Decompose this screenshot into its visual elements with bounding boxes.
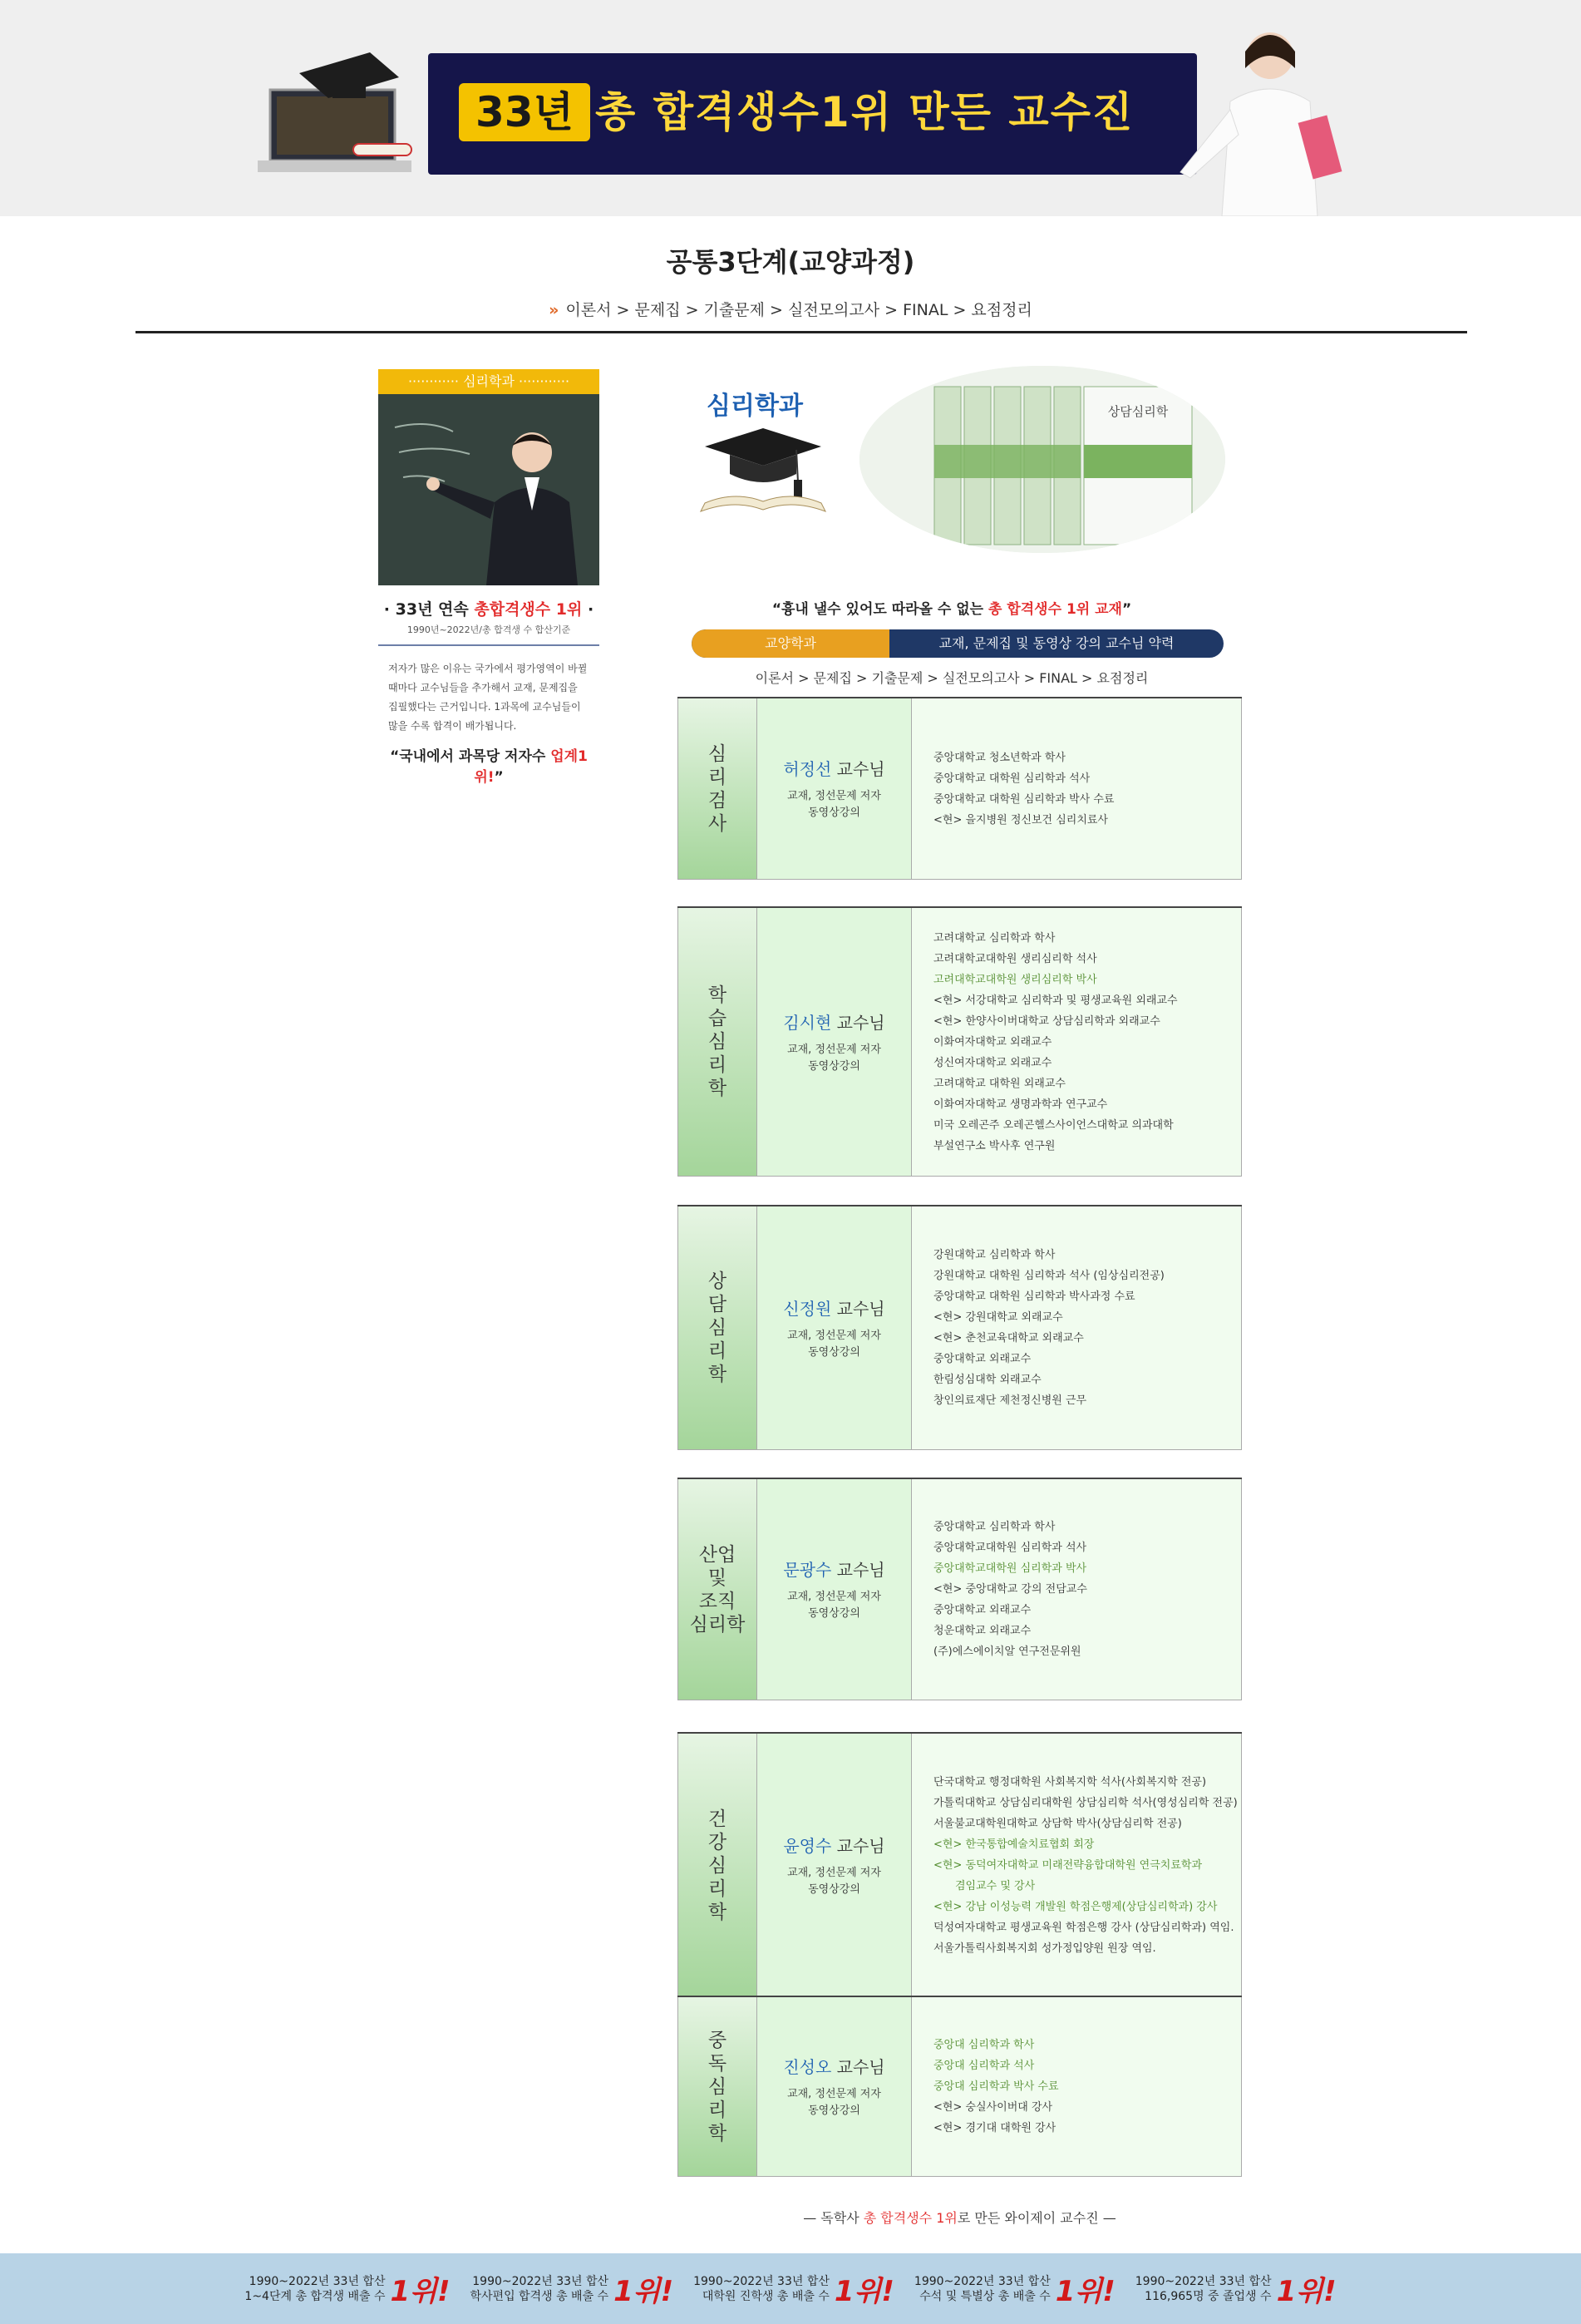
professor-info — [757, 1479, 912, 1700]
cv-line: 성신여자대학교 외래교수 — [933, 1056, 1052, 1069]
professor-title: 교수님 — [836, 1012, 885, 1033]
professor-title: 교수님 — [836, 1560, 885, 1580]
graduation-cap-icon — [697, 420, 830, 520]
professor-role — [787, 1865, 881, 1898]
dept-quote-prefix: “국내에서 과목당 저자수 — [390, 748, 551, 765]
professor-info — [757, 698, 912, 879]
professor-role-line: 교재, 정선문제 저자 — [787, 2088, 881, 2100]
cv-line: 중앙대학교 대학원 심리학과 박사과정 수료 — [933, 1290, 1135, 1303]
subject-char: 리 — [707, 2099, 727, 2121]
cv-line: 고려대학교 대학원 외래교수 — [933, 1077, 1066, 1090]
cv-line: 한림성심대학 외래교수 — [933, 1374, 1042, 1386]
dept-card-divider — [378, 644, 599, 646]
professor-row — [677, 1478, 1242, 1700]
cv-line: 중앙대 심리학과 석사 — [933, 2060, 1035, 2072]
professor-name: 신정원 — [783, 1298, 832, 1319]
dept-description-line: 저자가 많은 이유는 국가에서 평가영역이 바뀔 — [388, 663, 588, 674]
professor-cv — [912, 908, 1242, 1176]
page-title: 공통3단계(교양과정) — [666, 246, 915, 278]
professor-role-line: 교재, 정선문제 저자 — [787, 1329, 881, 1342]
subject-char: 및 — [707, 1567, 727, 1589]
cv-line: 미국 오레곤주 오레곤헬스사이언스대학교 의과대학 — [933, 1118, 1174, 1132]
stat-caption-line: 1990~2022년 33년 합산 — [249, 2274, 386, 2288]
cv-line: 이화여자대학교 외래교수 — [933, 1035, 1052, 1049]
subject-char: 학 — [707, 1364, 727, 1385]
dept-card-label: 심리학과 — [463, 373, 515, 389]
subject-char: 습 — [707, 1008, 727, 1029]
cv-line: 고려대학교 심리학과 학사 — [933, 931, 1056, 945]
breadcrumb-text: 이론서 > 문제집 > 기출문제 > 실전모의고사 > FINAL > 요점정리 — [565, 301, 1032, 319]
cv-line: 창인의료재단 제천정신병원 근무 — [933, 1394, 1087, 1407]
stat-caption-line: 116,965명 중 졸업생 수 — [1145, 2289, 1272, 2303]
cv-line: 중앙대 심리학과 학사 — [933, 2039, 1035, 2051]
stat-rank: 1위! — [1055, 2275, 1116, 2308]
professor-row — [677, 1732, 1242, 1998]
dept-description-line: 때마다 교수님들을 추가해서 교재, 문제집을 — [388, 682, 578, 693]
professor-info — [757, 908, 912, 1176]
subject-label — [677, 1997, 757, 2176]
professor-name: 문광수 — [783, 1560, 832, 1580]
professor-row — [677, 697, 1242, 880]
subject-char: 학 — [707, 1078, 727, 1099]
banner-headline: 총 합격생수1위 만든 교수진 — [595, 88, 1135, 136]
dept-quote-highlight: 업계1위! — [474, 748, 588, 786]
professor-name: 진성오 — [783, 2057, 832, 2077]
professor-cv — [912, 698, 1242, 879]
textbook-quote-prefix: “흉내 낼수 있어도 따라올 수 없는 — [771, 601, 988, 618]
cv-line: 청운대학교 외래교수 — [933, 1625, 1032, 1637]
double-chevron-icon: » — [549, 301, 559, 319]
stat-caption-line: 1990~2022년 33년 합산 — [472, 2274, 609, 2288]
stat-item — [693, 2268, 894, 2309]
dept-card-header: ············ 심리학과 ············ — [378, 369, 599, 394]
dept-stat-note: 1990년~2022년/총 합격생 수 합산기준 — [406, 624, 571, 635]
subject-label — [677, 698, 757, 879]
subject-text — [708, 1808, 726, 1924]
textbook-quote-suffix: ” — [1121, 601, 1132, 618]
professor-role-line: 동영상강의 — [808, 807, 860, 819]
professor-info — [757, 1997, 912, 2176]
textbook-stack-illustration — [859, 366, 1225, 553]
stat-caption-line: 1990~2022년 33년 합산 — [693, 2274, 830, 2288]
cv-line: 덕성여자대학교 평생교육원 학점은행 강사 (상담심리학과) 역임. — [933, 1922, 1234, 1934]
professor-name-line — [783, 1833, 884, 1857]
professor-name-line — [783, 756, 884, 780]
professor-cv — [912, 1997, 1242, 2176]
book-cover-title: 상담심리학 — [1107, 404, 1169, 419]
top-banner — [0, 0, 1581, 216]
dept-description-line: 많을 수록 합격이 배가됩니다. — [388, 720, 517, 732]
professor-row — [677, 1996, 1242, 2177]
professor-role — [787, 788, 881, 822]
dept-card — [378, 369, 599, 786]
professor-role-line: 교재, 정선문제 저자 — [787, 790, 881, 802]
category-tab-bar — [692, 629, 1224, 658]
subject-char: 심 — [707, 2075, 727, 2098]
stat-rank: 1위! — [390, 2275, 451, 2308]
textbook-quote-highlight: 총 합격생수 1위 교재 — [988, 601, 1122, 618]
subject-text — [708, 743, 726, 836]
stat-caption — [244, 2274, 385, 2304]
subject-label — [677, 1479, 757, 1700]
subject-text — [690, 1543, 746, 1636]
subject-label — [677, 1734, 757, 1997]
cv-line: <현> 을지병원 정신보건 심리치료사 — [933, 813, 1108, 826]
subject-char: 리 — [707, 1877, 727, 1900]
stat-rank: 1위! — [613, 2275, 674, 2308]
subject-char: 사 — [707, 812, 727, 835]
cv-line: 가톨릭대학교 상담심리대학원 상담심리학 석사(영성심리학 전공) — [933, 1797, 1238, 1809]
cv-line: <현> 중앙대학교 강의 전담교수 — [933, 1583, 1087, 1596]
cv-line: 단국대학교 행정대학원 사회복지학 석사(사회복지학 전공) — [933, 1776, 1207, 1789]
cv-line: 이화여자대학교 생명과학과 연구교수 — [933, 1098, 1108, 1111]
professor-name: 허정선 — [783, 759, 832, 779]
stat-caption-line: 1990~2022년 33년 합산 — [1135, 2274, 1272, 2288]
professor-role-line: 동영상강의 — [808, 1059, 860, 1073]
cv-line: 중앙대학교 청소년학과 학사 — [933, 751, 1066, 764]
presenter-woman-image — [1172, 18, 1363, 216]
professor-row — [677, 1205, 1242, 1450]
professor-role-line: 동영상강의 — [808, 1607, 860, 1620]
professor-name: 김시현 — [783, 1012, 832, 1033]
professor-role — [787, 2086, 881, 2119]
professor-role — [787, 1042, 881, 1075]
cv-line: 서울가톨릭사회복지회 성가정입양원 원장 역임. — [933, 1942, 1156, 1955]
stat-caption — [693, 2274, 830, 2304]
professor-name-line — [783, 1295, 884, 1320]
professor-name-line — [783, 2054, 884, 2078]
professor-role-line: 교재, 정선문제 저자 — [787, 1043, 881, 1056]
professor-role — [787, 1589, 881, 1622]
dept-description-line: 집필했다는 근거입니다. 1과목에 교수님들이 — [388, 701, 581, 713]
professor-cv — [912, 1479, 1242, 1700]
stat-item — [914, 2268, 1116, 2309]
subject-label — [677, 1206, 757, 1449]
subject-text — [708, 984, 726, 1100]
dept-quote-suffix: ” — [494, 769, 504, 786]
professor-title: 교수님 — [836, 2057, 885, 2077]
dept-stat-prefix: · 33년 연속 — [383, 600, 475, 619]
stat-item — [244, 2268, 450, 2309]
cv-line: <현> 한양사이버대학교 상담심리학과 외래교수 — [933, 1014, 1160, 1028]
professor-name-line — [783, 1557, 884, 1581]
professor-info — [757, 1734, 912, 1997]
cv-line: <현> 강남 이성능력 개발원 학점은행제(상담심리학과) 강사 — [933, 1901, 1218, 1913]
cv-line: 서울불교대학원대학교 상담학 박사(상담심리학 전공) — [933, 1818, 1182, 1830]
subject-char: 심 — [707, 1317, 727, 1339]
professor-role-line: 동영상강의 — [808, 1345, 860, 1359]
professor-role-line: 교재, 정선문제 저자 — [787, 1867, 881, 1879]
subject-label — [677, 908, 757, 1176]
subject-char: 조직 — [698, 1590, 736, 1612]
cv-line: <현> 강원대학교 외래교수 — [933, 1311, 1063, 1324]
subject-char: 학 — [707, 984, 727, 1006]
subject-char: 학 — [707, 1901, 727, 1923]
subject-char: 독 — [707, 2052, 727, 2075]
stat-rank: 1위! — [834, 2275, 894, 2308]
subject-char: 검 — [707, 789, 727, 812]
subject-text — [708, 1270, 726, 1386]
cv-line: 강원대학교 대학원 심리학과 석사 (임상심리전공) — [933, 1270, 1165, 1282]
subject-text — [708, 2029, 726, 2145]
professor-cv — [912, 1206, 1242, 1449]
cv-line: <현> 경기대 대학원 강사 — [933, 2122, 1056, 2134]
cv-line: 중앙대학교 대학원 심리학과 박사 수료 — [933, 792, 1115, 806]
stat-item — [470, 2268, 674, 2309]
professor-title: 교수님 — [836, 1298, 885, 1319]
cv-line: 중앙대학교대학원 심리학과 석사 — [933, 1542, 1087, 1554]
tab-general-studies[interactable]: 교양학과 — [692, 629, 889, 658]
lecturer-photo — [378, 394, 599, 585]
footer-note-highlight: 총 합격생수 1위 — [863, 2210, 958, 2226]
stat-rank: 1위! — [1276, 2275, 1337, 2308]
cv-line: 중앙대학교 심리학과 학사 — [933, 1521, 1056, 1533]
subject-char: 상 — [707, 1271, 727, 1292]
subject-char: 담 — [707, 1294, 727, 1315]
cv-line: <현> 한국통합예술치료협회 회장 — [933, 1838, 1095, 1851]
stat-item — [1135, 2268, 1337, 2309]
subject-char: 심 — [707, 743, 727, 765]
cv-line: 중앙대학교 외래교수 — [933, 1353, 1032, 1365]
textbook-image — [859, 366, 1225, 553]
banner-years: 33년 — [459, 83, 590, 141]
cv-line: 중앙대학교 대학원 심리학과 석사 — [933, 772, 1091, 785]
subject-char: 심 — [707, 1031, 727, 1053]
cv-line: <현> 동덕여자대학교 미래전략융합대학원 연극치료학과 — [933, 1859, 1203, 1872]
footer-note — [677, 2208, 1242, 2227]
cv-line: 중앙대 심리학과 박사 수료 — [933, 2080, 1059, 2093]
subject-char: 리 — [707, 766, 727, 788]
stat-caption — [470, 2274, 609, 2304]
tab-professor-profiles[interactable]: 교재, 문제집 및 동영상 강의 교수님 약력 — [938, 635, 1175, 651]
cv-line: <현> 춘천교육대학교 외래교수 — [933, 1332, 1084, 1345]
subject-char: 리 — [707, 1054, 727, 1076]
professor-cv — [912, 1734, 1242, 1997]
cv-line: 고려대학교대학원 생리심리학 박사 — [933, 973, 1097, 986]
professor-info — [757, 1206, 912, 1449]
professor-name-line — [783, 1009, 884, 1034]
dept-stat — [378, 597, 599, 619]
stat-caption-line: 수석 및 특별상 총 배출 수 — [919, 2289, 1051, 2303]
textbook-sequence: 이론서 > 문제집 > 기출문제 > 실전모의고사 > FINAL > 요점정리 — [755, 670, 1149, 686]
dept-stat-highlight: 총합격생수 1위 — [474, 600, 583, 619]
professor-role-line: 동영상강의 — [808, 1883, 860, 1896]
cv-line: 고려대학교대학원 생리심리학 석사 — [933, 952, 1097, 965]
cv-line: 강원대학교 심리학과 학사 — [933, 1249, 1056, 1261]
stats-bar — [0, 2253, 1581, 2324]
lecturer-illustration — [378, 394, 599, 585]
breadcrumb — [0, 298, 1581, 320]
cv-line: (주)에스에이치알 연구전문위원 — [933, 1646, 1081, 1658]
dept-quote — [378, 744, 599, 786]
subject-char: 심리학 — [689, 1613, 746, 1636]
section-title: 심리학과 — [707, 392, 803, 421]
dept-description — [378, 659, 599, 736]
cv-line: 부설연구소 박사후 연구원 — [933, 1139, 1056, 1152]
subject-char: 강 — [707, 1831, 727, 1853]
dept-stat-suffix: · — [582, 600, 594, 619]
cv-line: 중앙대학교 외래교수 — [933, 1604, 1032, 1616]
professor-title: 교수님 — [836, 1836, 885, 1856]
cv-line: 겸임교수 및 강사 — [955, 1880, 1036, 1892]
professor-title: 교수님 — [836, 759, 885, 779]
footer-note-suffix: 로 만든 와이제이 교수진 — — [957, 2210, 1116, 2226]
cv-line: <현> 숭실사이버대 강사 — [933, 2101, 1053, 2114]
footer-note-prefix: — 독학사 — [803, 2210, 864, 2226]
stat-caption-line: 대학원 진학생 총 배출 수 — [702, 2289, 830, 2303]
subject-char: 건 — [707, 1808, 727, 1830]
laptop-graduation-icon — [254, 40, 416, 181]
subject-char: 리 — [707, 1340, 727, 1362]
stat-caption — [914, 2274, 1051, 2304]
title-divider — [135, 331, 1467, 333]
subject-char: 산업 — [698, 1543, 736, 1566]
textbook-quote — [677, 597, 1226, 618]
stat-caption-line: 학사편입 합격생 총 배출 수 — [470, 2289, 609, 2303]
subject-char: 심 — [707, 1854, 727, 1877]
professor-role-line: 교재, 정선문제 저자 — [787, 1591, 881, 1603]
cv-line: 중앙대학교대학원 심리학과 박사 — [933, 1562, 1087, 1575]
professor-name: 윤영수 — [783, 1836, 832, 1856]
professor-role-line: 동영상강의 — [808, 2104, 860, 2117]
professor-role — [787, 1328, 881, 1361]
subject-char: 학 — [707, 2122, 727, 2144]
professor-row — [677, 906, 1242, 1177]
subject-char: 중 — [707, 2029, 727, 2051]
stat-caption-line: 1~4단계 총 합격생 배출 수 — [244, 2289, 386, 2303]
stat-caption — [1135, 2274, 1272, 2304]
stat-caption-line: 1990~2022년 33년 합산 — [914, 2274, 1051, 2288]
cv-line: <현> 서강대학교 심리학과 및 평생교육원 외래교수 — [933, 994, 1178, 1007]
